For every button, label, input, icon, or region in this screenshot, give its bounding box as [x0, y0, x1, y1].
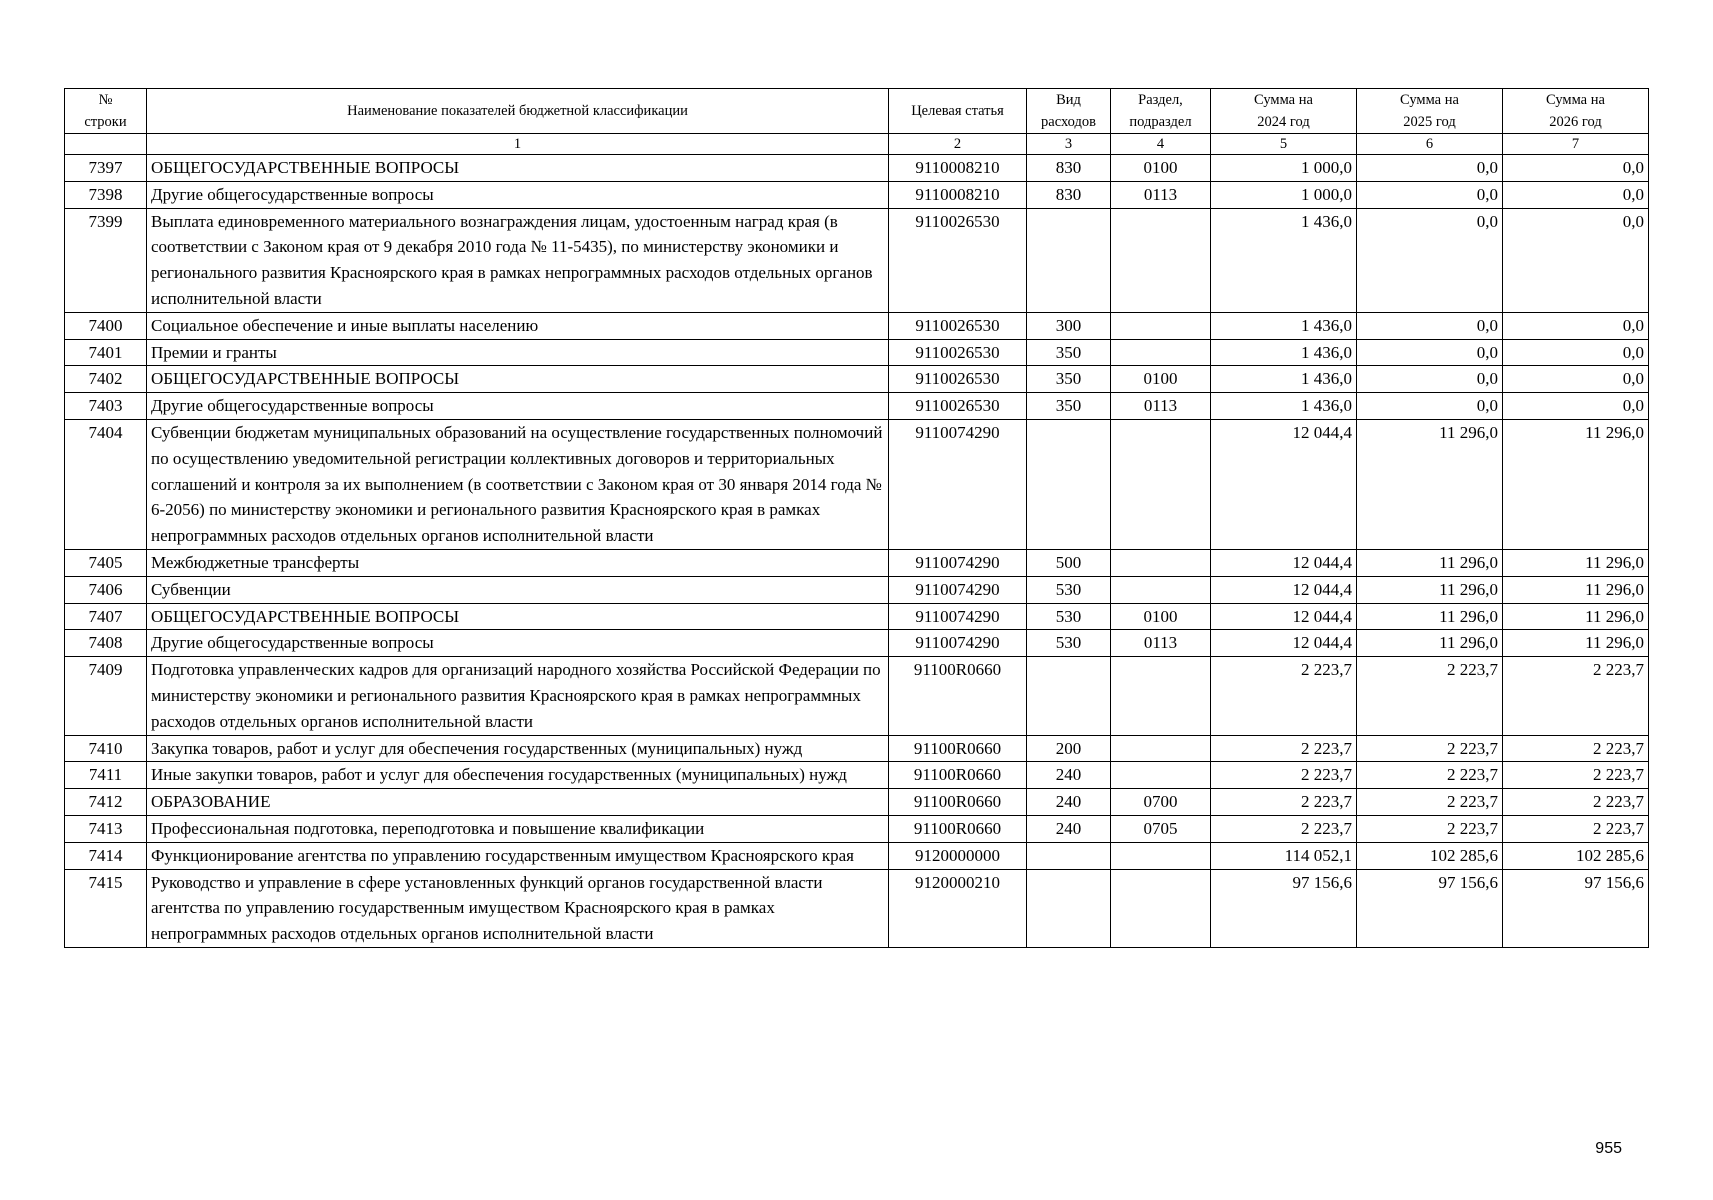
column-number: 2 [889, 134, 1027, 155]
sum-2026: 2 223,7 [1503, 815, 1649, 842]
sum-2024: 12 044,4 [1211, 603, 1357, 630]
page-number: 955 [1595, 1140, 1622, 1157]
sum-2026: 11 296,0 [1503, 419, 1649, 549]
expense-type: 240 [1027, 762, 1111, 789]
sum-2025: 2 223,7 [1357, 735, 1503, 762]
sum-2024: 1 436,0 [1211, 366, 1357, 393]
header-expense-type: Вид расходов [1027, 89, 1111, 134]
table-row [65, 366, 1649, 393]
sum-2026: 0,0 [1503, 339, 1649, 366]
target-article: 9120000210 [889, 869, 1027, 947]
row-number: 7411 [65, 762, 147, 789]
section-code: 0113 [1111, 393, 1211, 420]
indicator-name: ОБЩЕГОСУДАРСТВЕННЫЕ ВОПРОСЫ [147, 366, 889, 393]
sum-2026: 11 296,0 [1503, 630, 1649, 657]
sum-2025: 0,0 [1357, 312, 1503, 339]
target-article: 91100R0660 [889, 762, 1027, 789]
sum-2025: 2 223,7 [1357, 815, 1503, 842]
table-row [65, 393, 1649, 420]
section-code [1111, 549, 1211, 576]
table-row [65, 815, 1649, 842]
indicator-name: ОБЩЕГОСУДАРСТВЕННЫЕ ВОПРОСЫ [147, 603, 889, 630]
indicator-name: Социальное обеспечение и иные выплаты населению [147, 312, 889, 339]
section-code [1111, 657, 1211, 735]
indicator-name: Субвенции бюджетам муниципальных образований на осуществление государственных полномочий по осуществлению уведомительной регистрации коллективных договоров и территориальных соглашений и контроля за их выполнением (в соответствии с Законом края от 30 января 2014 года № 6-2056) по министерству экономики и регионального развития Красноярского края в рамках непрограммных расходов отдельных органов исполнительной власти [147, 419, 889, 549]
sum-2026: 2 223,7 [1503, 762, 1649, 789]
indicator-name: Межбюджетные трансферты [147, 549, 889, 576]
sum-2024: 2 223,7 [1211, 735, 1357, 762]
expense-type: 500 [1027, 549, 1111, 576]
sum-2024: 2 223,7 [1211, 762, 1357, 789]
row-number: 7397 [65, 155, 147, 182]
header-indicator-name: Наименование показателей бюджетной классификации [147, 89, 889, 134]
expense-type: 240 [1027, 815, 1111, 842]
column-number: 5 [1211, 134, 1357, 155]
section-code: 0100 [1111, 366, 1211, 393]
table-row [65, 312, 1649, 339]
section-code [1111, 842, 1211, 869]
section-code [1111, 576, 1211, 603]
target-article: 9110026530 [889, 312, 1027, 339]
sum-2026: 0,0 [1503, 366, 1649, 393]
sum-2025: 0,0 [1357, 155, 1503, 182]
header-row-number: № строки [65, 89, 147, 134]
sum-2024: 12 044,4 [1211, 419, 1357, 549]
section-code [1111, 312, 1211, 339]
target-article: 9110008210 [889, 181, 1027, 208]
table-row [65, 155, 1649, 182]
target-article: 91100R0660 [889, 735, 1027, 762]
row-number: 7408 [65, 630, 147, 657]
header-target-article: Целевая статья [889, 89, 1027, 134]
sum-2026: 102 285,6 [1503, 842, 1649, 869]
table-row [65, 576, 1649, 603]
row-number: 7404 [65, 419, 147, 549]
expense-type [1027, 657, 1111, 735]
row-number: 7413 [65, 815, 147, 842]
table-row [65, 181, 1649, 208]
sum-2025: 11 296,0 [1357, 419, 1503, 549]
indicator-name: ОБРАЗОВАНИЕ [147, 789, 889, 816]
row-number: 7409 [65, 657, 147, 735]
row-number: 7398 [65, 181, 147, 208]
row-number: 7412 [65, 789, 147, 816]
sum-2024: 1 000,0 [1211, 181, 1357, 208]
sum-2026: 0,0 [1503, 312, 1649, 339]
column-number: 4 [1111, 134, 1211, 155]
sum-2024: 12 044,4 [1211, 549, 1357, 576]
target-article: 9110074290 [889, 630, 1027, 657]
indicator-name: ОБЩЕГОСУДАРСТВЕННЫЕ ВОПРОСЫ [147, 155, 889, 182]
sum-2025: 0,0 [1357, 208, 1503, 312]
sum-2026: 0,0 [1503, 181, 1649, 208]
target-article: 9110026530 [889, 366, 1027, 393]
expense-type: 530 [1027, 603, 1111, 630]
sum-2026: 11 296,0 [1503, 549, 1649, 576]
target-article: 9110026530 [889, 339, 1027, 366]
sum-2025: 2 223,7 [1357, 657, 1503, 735]
sum-2025: 11 296,0 [1357, 630, 1503, 657]
expense-type: 830 [1027, 181, 1111, 208]
sum-2025: 11 296,0 [1357, 603, 1503, 630]
sum-2024: 1 436,0 [1211, 208, 1357, 312]
table-row [65, 603, 1649, 630]
expense-type: 350 [1027, 366, 1111, 393]
target-article: 9110074290 [889, 603, 1027, 630]
sum-2024: 2 223,7 [1211, 789, 1357, 816]
row-number: 7414 [65, 842, 147, 869]
section-code [1111, 339, 1211, 366]
section-code [1111, 762, 1211, 789]
indicator-name: Подготовка управленческих кадров для организаций народного хозяйства Российской Федерации по министерству экономики и регионального развития Красноярского края в рамках непрограммных расходов отдельных органов исполнительной власти [147, 657, 889, 735]
sum-2024: 1 000,0 [1211, 155, 1357, 182]
target-article: 91100R0660 [889, 789, 1027, 816]
sum-2026: 0,0 [1503, 208, 1649, 312]
sum-2025: 11 296,0 [1357, 576, 1503, 603]
sum-2026: 97 156,6 [1503, 869, 1649, 947]
indicator-name: Иные закупки товаров, работ и услуг для обеспечения государственных (муниципальных) нужд [147, 762, 889, 789]
sum-2024: 1 436,0 [1211, 393, 1357, 420]
sum-2024: 114 052,1 [1211, 842, 1357, 869]
table-row [65, 869, 1649, 947]
row-number: 7400 [65, 312, 147, 339]
table-row [65, 419, 1649, 549]
header-sum-2024: Сумма на 2024 год [1211, 89, 1357, 134]
expense-type [1027, 419, 1111, 549]
row-number: 7405 [65, 549, 147, 576]
sum-2024: 2 223,7 [1211, 657, 1357, 735]
indicator-name: Премии и гранты [147, 339, 889, 366]
header-sum-2025: Сумма на 2025 год [1357, 89, 1503, 134]
indicator-name: Функционирование агентства по управлению государственным имуществом Красноярского края [147, 842, 889, 869]
table-row [65, 630, 1649, 657]
sum-2025: 97 156,6 [1357, 869, 1503, 947]
sum-2024: 12 044,4 [1211, 630, 1357, 657]
sum-2025: 0,0 [1357, 393, 1503, 420]
indicator-name: Руководство и управление в сфере установленных функций органов государственной власти агентства по управлению государственным имуществом Красноярского края в рамках непрограммных расходов отдельных органов исполнительной власти [147, 869, 889, 947]
sum-2025: 0,0 [1357, 366, 1503, 393]
target-article: 9110026530 [889, 208, 1027, 312]
indicator-name: Другие общегосударственные вопросы [147, 630, 889, 657]
expense-type: 300 [1027, 312, 1111, 339]
expense-type: 530 [1027, 576, 1111, 603]
indicator-name: Другие общегосударственные вопросы [147, 181, 889, 208]
header-sum-2026: Сумма на 2026 год [1503, 89, 1649, 134]
table-body [65, 155, 1649, 948]
target-article: 9110074290 [889, 549, 1027, 576]
section-code: 0100 [1111, 603, 1211, 630]
column-number-blank [65, 134, 147, 155]
row-number: 7401 [65, 339, 147, 366]
target-article: 9110074290 [889, 576, 1027, 603]
sum-2025: 0,0 [1357, 339, 1503, 366]
expense-type: 530 [1027, 630, 1111, 657]
row-number: 7403 [65, 393, 147, 420]
column-number: 3 [1027, 134, 1111, 155]
row-number: 7402 [65, 366, 147, 393]
sum-2024: 97 156,6 [1211, 869, 1357, 947]
row-number: 7410 [65, 735, 147, 762]
expense-type: 830 [1027, 155, 1111, 182]
column-number-row [65, 134, 1649, 155]
target-article: 9110026530 [889, 393, 1027, 420]
target-article: 9110074290 [889, 419, 1027, 549]
row-number: 7415 [65, 869, 147, 947]
indicator-name: Выплата единовременного материального вознаграждения лицам, удостоенным наград края (в соответствии с Законом края от 9 декабря 2010 года № 11-5435), по министерству экономики и регионального развития Красноярского края в рамках непрограммных расходов отдельных органов исполнительной власти [147, 208, 889, 312]
header-section: Раздел, подраздел [1111, 89, 1211, 134]
sum-2026: 2 223,7 [1503, 789, 1649, 816]
table-row [65, 208, 1649, 312]
expense-type: 240 [1027, 789, 1111, 816]
section-code [1111, 419, 1211, 549]
section-code: 0113 [1111, 181, 1211, 208]
section-code: 0113 [1111, 630, 1211, 657]
table-row [65, 842, 1649, 869]
target-article: 9110008210 [889, 155, 1027, 182]
sum-2026: 11 296,0 [1503, 603, 1649, 630]
sum-2026: 0,0 [1503, 393, 1649, 420]
column-number: 6 [1357, 134, 1503, 155]
table-row [65, 657, 1649, 735]
sum-2026: 2 223,7 [1503, 735, 1649, 762]
indicator-name: Субвенции [147, 576, 889, 603]
sum-2024: 1 436,0 [1211, 312, 1357, 339]
sum-2025: 11 296,0 [1357, 549, 1503, 576]
table-header-row [65, 89, 1649, 134]
section-code: 0100 [1111, 155, 1211, 182]
expense-type: 350 [1027, 339, 1111, 366]
indicator-name: Профессиональная подготовка, переподготовка и повышение квалификации [147, 815, 889, 842]
table-row [65, 339, 1649, 366]
row-number: 7399 [65, 208, 147, 312]
table-row [65, 549, 1649, 576]
sum-2024: 12 044,4 [1211, 576, 1357, 603]
section-code [1111, 208, 1211, 312]
expense-type: 350 [1027, 393, 1111, 420]
indicator-name: Закупка товаров, работ и услуг для обеспечения государственных (муниципальных) нужд [147, 735, 889, 762]
sum-2025: 0,0 [1357, 181, 1503, 208]
table-row [65, 789, 1649, 816]
sum-2026: 0,0 [1503, 155, 1649, 182]
row-number: 7406 [65, 576, 147, 603]
expense-type [1027, 842, 1111, 869]
sum-2024: 1 436,0 [1211, 339, 1357, 366]
expense-type: 200 [1027, 735, 1111, 762]
table-row [65, 762, 1649, 789]
section-code: 0705 [1111, 815, 1211, 842]
sum-2025: 2 223,7 [1357, 762, 1503, 789]
budget-classification-table [64, 88, 1649, 948]
sum-2026: 2 223,7 [1503, 657, 1649, 735]
column-number: 1 [147, 134, 889, 155]
sum-2025: 2 223,7 [1357, 789, 1503, 816]
table-row [65, 735, 1649, 762]
section-code [1111, 869, 1211, 947]
sum-2024: 2 223,7 [1211, 815, 1357, 842]
sum-2025: 102 285,6 [1357, 842, 1503, 869]
section-code: 0700 [1111, 789, 1211, 816]
expense-type [1027, 208, 1111, 312]
indicator-name: Другие общегосударственные вопросы [147, 393, 889, 420]
target-article: 9120000000 [889, 842, 1027, 869]
target-article: 91100R0660 [889, 815, 1027, 842]
column-number: 7 [1503, 134, 1649, 155]
sum-2026: 11 296,0 [1503, 576, 1649, 603]
section-code [1111, 735, 1211, 762]
expense-type [1027, 869, 1111, 947]
target-article: 91100R0660 [889, 657, 1027, 735]
row-number: 7407 [65, 603, 147, 630]
